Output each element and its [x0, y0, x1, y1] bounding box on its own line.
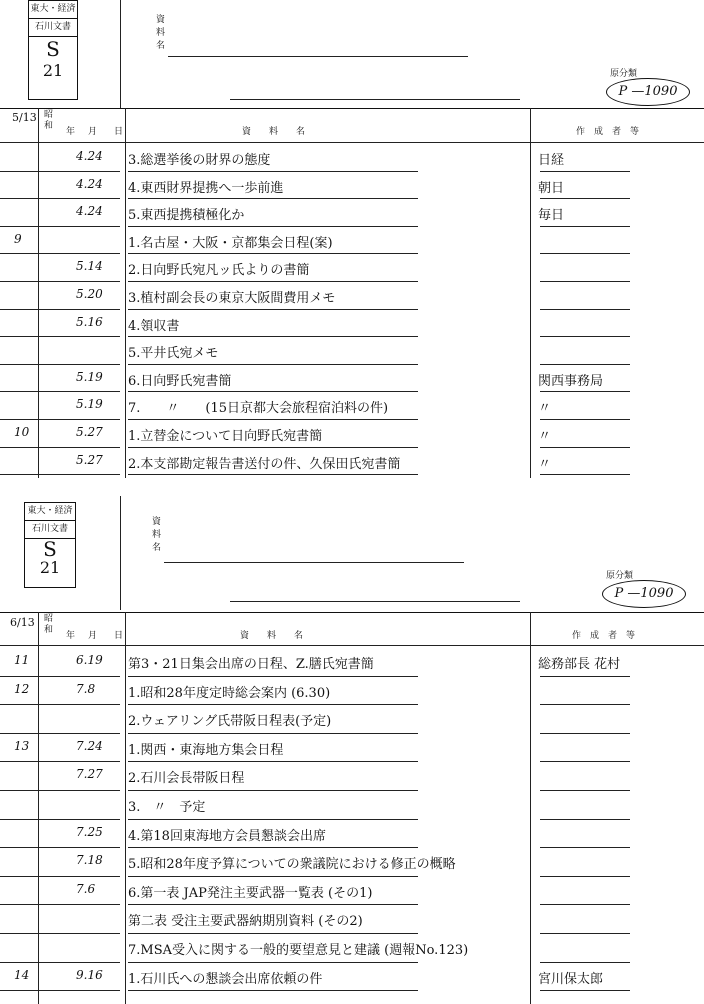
- row-date: 5.14: [76, 259, 103, 274]
- row-date: 5.16: [76, 314, 103, 329]
- row-number: 11: [14, 653, 30, 667]
- code-label: S: [46, 37, 60, 61]
- row-title: 第3・21日集会出席の日程、Z.膳氏宛書簡: [128, 657, 374, 672]
- row-title: 6.第一表 JAP発注主要武器一覧表 (その1): [128, 885, 373, 901]
- row-title: 7.MSA受入に関する一般的要望意見と建議 (週報No.123): [128, 943, 469, 958]
- row-date: 7.27: [76, 767, 103, 782]
- header-day: 日: [114, 127, 124, 137]
- class-code: P —1090: [602, 580, 686, 608]
- header-era: 昭和: [44, 614, 54, 635]
- row-title: 1.立替金について日向野氏宛書簡: [128, 429, 323, 444]
- row-title: 7. 〃 (15日京都大会旅程宿泊料の件): [128, 401, 389, 417]
- row-title: 1.関西・東海地方集会日程: [128, 742, 284, 758]
- row-title: 3.植村副会長の東京大阪間費用メモ: [128, 291, 336, 306]
- row-title: 1.昭和28年度定時総会案内 (6.30): [128, 685, 331, 701]
- material-label: 資料名: [152, 517, 162, 553]
- material-label: 資料名: [156, 15, 166, 51]
- row-date: 5.19: [76, 369, 103, 384]
- row-number: 9: [14, 231, 22, 246]
- header-era: 昭和: [44, 110, 54, 131]
- row-author: 〃: [538, 429, 552, 444]
- archive-box: [24, 502, 76, 588]
- row-number: 14: [14, 967, 30, 982]
- header-author: 作 成 者 等: [576, 127, 640, 137]
- class-label: 原分類: [606, 571, 634, 581]
- row-date: 7.6: [76, 881, 96, 896]
- dept-label: 東大・経済: [25, 503, 75, 521]
- row-date: 5.19: [76, 397, 103, 412]
- number-label: 21: [39, 558, 61, 577]
- row-title: 4.領収書: [128, 318, 180, 334]
- row-date: 4.24: [76, 149, 103, 163]
- header-author: 作 成 者 等: [572, 631, 636, 641]
- dept-label: 東大・経済: [29, 1, 77, 19]
- row-title: 3. 〃 予定: [128, 800, 206, 815]
- class-code: P —1090: [606, 78, 690, 106]
- row-date: 5.20: [76, 287, 103, 301]
- header-year: 年: [66, 127, 76, 137]
- header-day: 日: [114, 631, 124, 641]
- header-title: 資 料 名: [242, 127, 306, 137]
- row-number: 10: [14, 425, 30, 439]
- row-title: 第二表 受注主要武器納期別資料 (その2): [128, 914, 363, 930]
- row-title: 3.総選挙後の財界の態度: [128, 153, 271, 168]
- row-date: 6.19: [76, 653, 103, 667]
- date-mark: 6/13: [10, 616, 35, 629]
- class-label: 原分類: [610, 69, 638, 79]
- row-title: 4.東西財界提携へ一歩前進: [128, 180, 284, 196]
- row-author: 日経: [538, 153, 565, 168]
- row-date: 4.24: [76, 204, 103, 219]
- row-author: 毎日: [538, 208, 565, 224]
- row-title: 2.ウェアリング氏帯阪日程表(予定): [128, 714, 332, 730]
- code-label: S: [43, 537, 57, 561]
- row-author: 〃: [538, 401, 552, 417]
- header-year: 年: [66, 631, 76, 641]
- row-date: 7.25: [76, 824, 103, 839]
- row-author: 朝日: [538, 180, 565, 196]
- row-title: 2.日向野氏宛凡ッ氏よりの書簡: [128, 263, 310, 279]
- row-author: 宮川保太郎: [538, 971, 604, 987]
- row-number: 12: [14, 681, 30, 696]
- row-date: 7.18: [76, 853, 103, 868]
- row-title: 1.石川氏への懇談会出席依頼の件: [128, 971, 323, 987]
- row-title: 5.平井氏宛メモ: [128, 346, 219, 362]
- row-title: 2.石川会長帯阪日程: [128, 771, 245, 787]
- date-mark: 5/13: [12, 111, 37, 124]
- row-title: 2.本支部勘定報告書送付の件、久保田氏宛書簡: [128, 456, 401, 472]
- row-date: 9.16: [76, 967, 103, 982]
- row-date: 5.27: [76, 425, 103, 439]
- row-title: 5.昭和28年度予算についての衆議院における修正の概略: [128, 857, 456, 873]
- row-title: 6.日向野氏宛書簡: [128, 373, 232, 389]
- row-date: 7.8: [76, 681, 96, 696]
- collection-label: 石川文書: [25, 521, 75, 539]
- row-date: 5.27: [76, 452, 103, 467]
- row-author: 総務部長 花村: [538, 657, 621, 672]
- row-title: 5.東西提携積極化か: [128, 208, 245, 224]
- header-title: 資 料 名: [240, 631, 304, 641]
- row-title: 4.第18回東海地方会員懇談会出席: [128, 828, 326, 844]
- header-month: 月: [88, 127, 98, 137]
- row-date: 4.24: [76, 176, 103, 191]
- collection-label: 石川文書: [29, 19, 77, 37]
- row-date: 7.24: [76, 738, 103, 753]
- archive-box: [28, 0, 78, 100]
- row-title: 1.名古屋・大阪・京都集会日程(案): [128, 235, 333, 251]
- row-author: 関西事務局: [538, 373, 604, 389]
- number-label: 21: [42, 61, 64, 80]
- header-month: 月: [88, 631, 98, 641]
- row-author: 〃: [538, 456, 552, 472]
- row-number: 13: [14, 738, 30, 753]
